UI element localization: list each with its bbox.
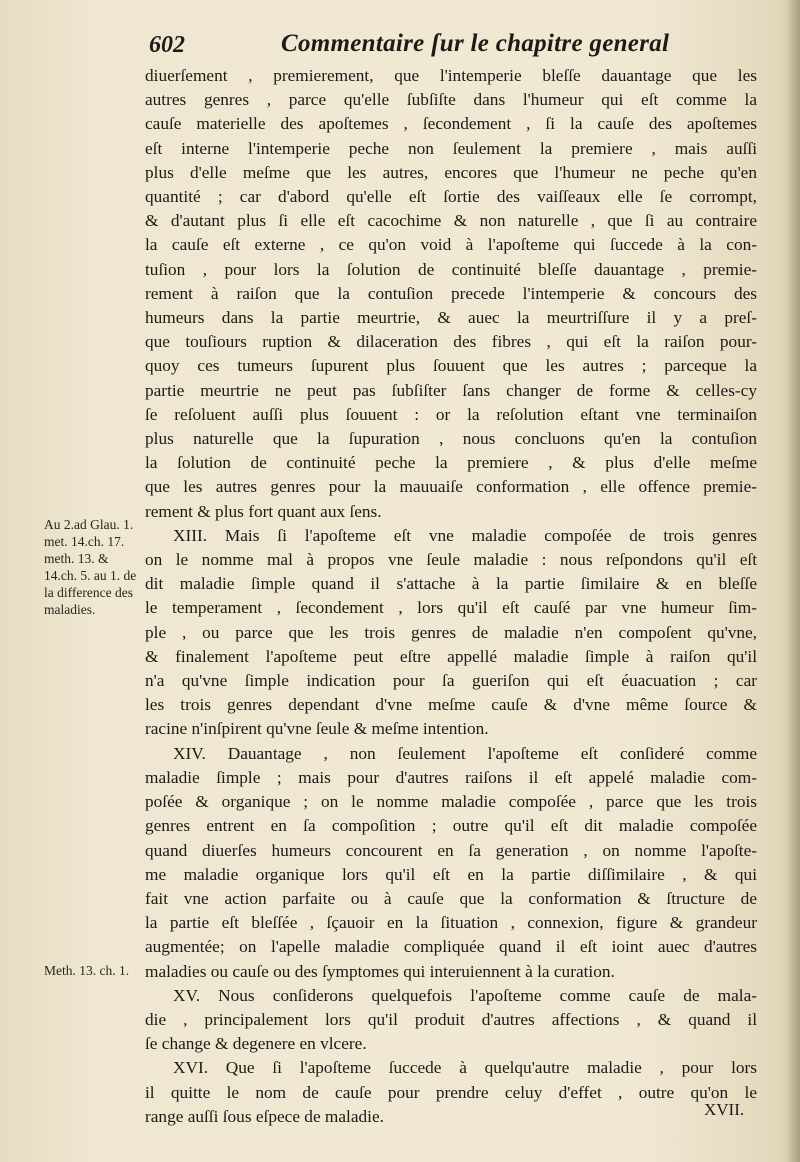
text-line: rement & plus fort quant aux ſens. [145,501,382,521]
page-number: 602 [149,32,185,58]
text-line: ple , ou parce que les trois genres de maladie n'en compoſent qu'vne, [145,622,757,642]
text-line: ſe change & degenere en vlcere. [145,1034,367,1054]
text-line: fait vne action parfaite ou à cauſe que la conformation & ſtructure de [145,888,757,908]
text-line: me maladie organique lors qu'il eſt en la partie diſſimilaire , & qui [145,864,757,884]
text-line: maladies ou cauſe ou des ſymptomes qui interuiennent à la curation. [145,961,615,981]
text-line: & finalement l'apoſteme peut eſtre appellé maladie ſimple à raiſon qu'il [145,646,757,666]
text-line: humeurs dans la partie meurtrie, & auec la meurtriſſure il y a preſ- [145,308,757,328]
text-line: plus d'elle meſme que les autres, encores que l'humeur ne peche qu'en [145,162,757,182]
text-line: la ſolution de continuité peche la premiere , & plus d'elle meſme [145,453,757,473]
text-line: & d'autant plus ſi elle eſt cacochime & non naturelle , que ſi au contraire [145,211,757,231]
running-title: Commentaire ſur le chapitre general [281,30,670,57]
text-line: dit maladie ſimple quand il s'attache à la partie ſimilaire & en bleſſe [145,574,757,594]
text-line: maladie ſimple ; mais pour d'autres raiſons il eſt appelé maladie com- [145,767,757,787]
text-line: cauſe materielle des apoſtemes , ſecondement , ſi la cauſe des apoſtemes [145,114,757,134]
page-edge-shadow [786,0,800,1162]
body-text [145,64,757,1129]
text-line: que les autres genres pour la mauuaiſe conformation , elle offence premie- [145,477,757,497]
margin-note-meth: Meth. 13. ch. 1. [44,963,130,978]
text-line: ſe reſoluent auſſi plus ſouuent : or la reſolution eſtant vne terminaiſon [145,404,757,424]
text-line: die , principalement lors qu'il produit d'autres affections , & quand il [145,1009,757,1029]
text-line: XV. Nous conſiderons quelquefois l'apoſteme comme cauſe de mala- [173,985,757,1005]
text-line: genres entrent en ſa compoſition ; outre qu'il eſt dit maladie compoſée [145,816,757,836]
margin-note-references: Au 2.ad Glau. 1. met. 14.ch. 17. meth. 13. & 14.ch. 5. au 1. de la difference des maladies. [44,517,137,617]
page-header [145,28,745,64]
text-line: poſée & organique ; on le nomme maladie compoſée , parce que les trois [145,792,757,812]
text-line: que touſiours ruption & dilaceration des fibres , qui eſt la raiſon pour- [145,332,757,352]
text-line: diuerſement , premierement, que l'intemperie bleſſe dauantage que les [145,66,757,85]
catchword: XVII. [704,1100,745,1119]
text-line: rement à raiſon que la contuſion precede l'intemperie & concours des [145,283,757,303]
text-line: tuſion , pour lors la ſolution de continuité bleſſe dauantage , premie- [145,259,757,279]
text-line: XIII. Mais ſi l'apoſteme eſt vne maladie compoſée de trois genres [173,525,757,545]
text-line: racine n'inſpirent qu'vne ſeule & meſme intention. [145,719,489,739]
text-line: augmentée; on l'apelle maladie compliquée quand il eſt ioint auec d'autres [145,937,757,957]
text-line: n'a qu'vne ſimple indication pour ſa gueriſon qui eſt éuacuation ; car [145,671,757,691]
text-line: range auſſi ſous eſpece de maladie. [145,1106,384,1126]
text-line: on le nomme mal à propos vne ſeule maladie : nous reſpondons qu'il eſt [145,550,757,570]
text-line: partie meurtrie ne peut pas ſubſiſter ſans changer de forme & celles-cy [145,380,757,400]
text-line: le temperament , ſecondement , lors qu'il eſt cauſé par vne humeur ſim- [145,598,757,618]
text-line: XIV. Dauantage , non ſeulement l'apoſteme eſt conſideré comme [173,743,757,763]
text-line: la partie eſt bleſſée , ſçauoir en la ſituation , connexion, figure & grandeur [145,913,757,933]
text-line: autres genres , parce qu'elle ſubſiſte dans l'humeur qui eſt comme la [145,90,757,110]
text-line: XVI. Que ſi l'apoſteme ſuccede à quelqu'autre maladie , pour lors [173,1058,757,1078]
text-line: quantité ; car d'abord qu'elle eſt ſortie des vaiſſeaux elle ſe corrompt, [145,187,757,207]
text-line: plus naturelle que la ſupuration , nous concluons qu'en la contuſion [145,429,757,449]
text-line: eſt interne l'intemperie peche non ſeulement la premiere , mais auſſi [145,138,757,158]
text-line: quand diuerſes humeurs concourent en ſa generation , on nomme l'apoſte- [145,840,757,860]
text-line: quoy ces tumeurs ſupurent plus ſouuent que les autres ; parceque la [145,356,757,376]
text-line: la cauſe eſt externe , ce qu'on void à l'apoſteme qui ſuccede à la con- [145,235,757,255]
text-line: les trois genres dependant d'vne meſme cauſe & d'vne même ſource & [145,695,757,715]
text-line: il quitte le nom de cauſe pour prendre celuy d'effet , outre qu'on le [145,1082,757,1102]
